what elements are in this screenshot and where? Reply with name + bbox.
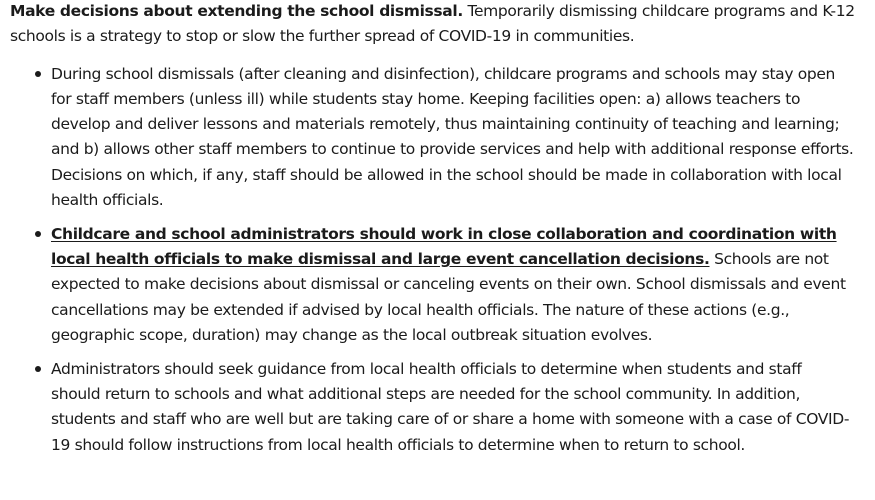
list-item bbox=[51, 222, 855, 348]
intro-paragraph bbox=[10, 0, 855, 50]
list-item bbox=[51, 357, 855, 458]
guidance-list bbox=[10, 62, 855, 458]
list-item-emphasis: Childcare and school administrators should work in close collaboration and coordination with local health officials to make dismissal and large event cancellation decisions. bbox=[51, 224, 837, 269]
document-content bbox=[10, 0, 855, 467]
intro-text: Temporarily dismissing childcare programs and K-12 schools is a strategy to stop or slow the further spread of COVID-19 in communities. bbox=[10, 2, 855, 46]
list-item-text: Schools are not expected to make decisions about dismissal or canceling events on their own. School dismissals and event cancellations may be extended if advised by local health officials. The nature of these actions (e.g., geographic scope, duration) may change as the local outbreak situation evolves. bbox=[51, 250, 846, 345]
list-item bbox=[51, 62, 855, 214]
bullet-icon bbox=[35, 71, 41, 77]
list-item-text: Administrators should seek guidance from local health officials to determine when students and staff should return to schools and what additional steps are needed for the school community. In addition, students and staff who are well but are taking care of or share a home with someone with a case of COVID-19 should follow instructions from local health officials to determine when to return to school. bbox=[51, 359, 850, 454]
bullet-icon bbox=[35, 231, 41, 237]
list-item-text: During school dismissals (after cleaning and disinfection), childcare programs and schools may stay open for staff members (unless ill) while students stay home. Keeping facilities open: a) allows teachers to develop and deliver lessons and materials remotely, thus maintaining continuity of teaching and learning; and b) allows other staff members to continue to provide services and help with additional response efforts. Decisions on which, if any, staff should be allowed in the school should be made in collaboration with local health officials. bbox=[51, 64, 854, 210]
intro-heading: Make decisions about extending the school dismissal. bbox=[10, 2, 463, 20]
bullet-icon bbox=[35, 366, 41, 372]
